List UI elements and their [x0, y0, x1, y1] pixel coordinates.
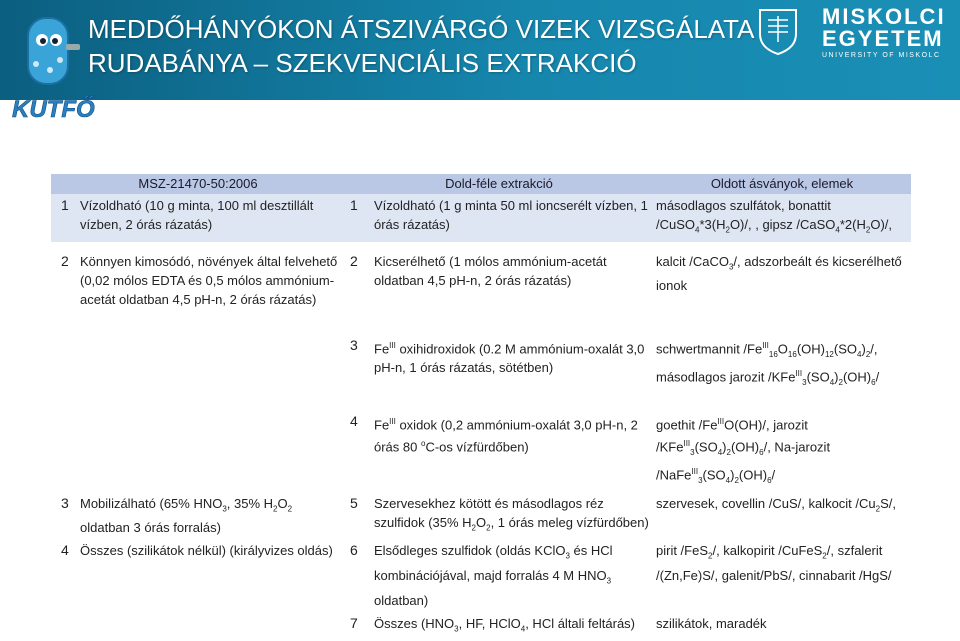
- header-dold: Dold-féle extrakció: [345, 174, 653, 194]
- table-row: 1 Vízoldható (10 g minta, 100 ml desztillált vízben, 2 órás rázatás) 1 Vízoldható (1 g minta 50 ml ioncserélt vízben, 1 órás rázatás) másodlagos szulfátok, bonattit $/CuSO_4*3(H_2O)/$, , gipsz $/CaSO_4*2(H_2O)/$,: [51, 194, 911, 242]
- header-minerals: Oldott ásványok, elemek: [653, 174, 911, 194]
- svg-text:KUTFŐ: KUTFŐ: [12, 96, 95, 123]
- header-standard: MSZ-21470-50:2006: [51, 174, 345, 194]
- university-seal-icon: [756, 4, 800, 56]
- table-row: 3 Mobilizálható (65% $HNO_3$, 35% $H_2O_2$ oldatban 3 órás forralás) 5 Szervesekhez kötött és másodlagos réz szulfidok (35% $H_2O_2$, 1 órás meleg vízfürdőben) szervesek, covellin /CuS/, kalkocit $/Cu_2S/$,: [61, 494, 896, 536]
- table-header-row: [51, 174, 911, 194]
- extraction-table: [51, 174, 911, 640]
- table-row: 3 $Fe^{III}$ oxihidroxidok (0.2 M ammónium-oxalát 3,0 pH-n, 1 órás rázatás, sötétben) schwertmannit $/Fe^{III}_{16}O_{16}(OH)_{12}(SO_4)_2/$, másodlagos jarozit $/KFe^{III}_3(SO_4)_2(OH)_6/$: [350, 336, 880, 387]
- header-banner: [0, 0, 960, 100]
- university-name: MISKOLCI EGYETEM: [822, 4, 946, 51]
- table-row: 7 Összes ($HNO_3$, HF, HClO$_4$, HCl általi feltárás) szilikátok, maradék: [350, 614, 767, 634]
- table-row: 4 Összes (szilikátok nélkül) (királyvizes oldás) 6 Elsődleges szulfidok (oldás KClO$_3$ és HCl kombinációjával, majd forralás 4 M $HNO_3$ oldatban) pirit /FeS$_2$/, kalkopirit /CuFeS$_2$/, szfalerit /(Zn,Fe)S/, galenit/PbS/, cinnabarit /HgS/: [61, 542, 892, 608]
- university-subtitle: UNIVERSITY OF MISKOLC: [822, 52, 941, 59]
- kutfo-mascot-logo: [6, 14, 96, 124]
- page-subtitle: RUDABÁNYA – SZEKVENCIÁLIS EXTRAKCIÓ: [88, 48, 637, 78]
- table-row: 2 Könnyen kimosódó, növények által felvehető (0,02 mólos EDTA és 0,5 mólos ammónium-acetát oldatban 4,5 pH-n, 2 órás rázatás) 2 Kicserélhető (1 mólos ammónium-acetát oldatban 4,5 pH-n, 2 órás rázatás) kalcit /CaCO$_3$/, adszorbeált és kicserélhető ionok: [61, 252, 902, 307]
- page-title: MEDDŐHÁNYÓKON ÁTSZIVÁRGÓ VIZEK VIZSGÁLATA: [88, 14, 755, 44]
- table-row: 4 $Fe^{III}$ oxidok (0,2 ammónium-oxalát 3,0 pH-n, 2 órás 80 $^o$C-os vízfürdőben) goethit $/Fe^{III}O(OH)/$, jarozit $/KFe^{III}_3(SO_4)_2(OH)_6/$, Na-jarozit $/NaFe^{III}_3(SO_4)_2(OH)_6/$: [350, 412, 831, 485]
